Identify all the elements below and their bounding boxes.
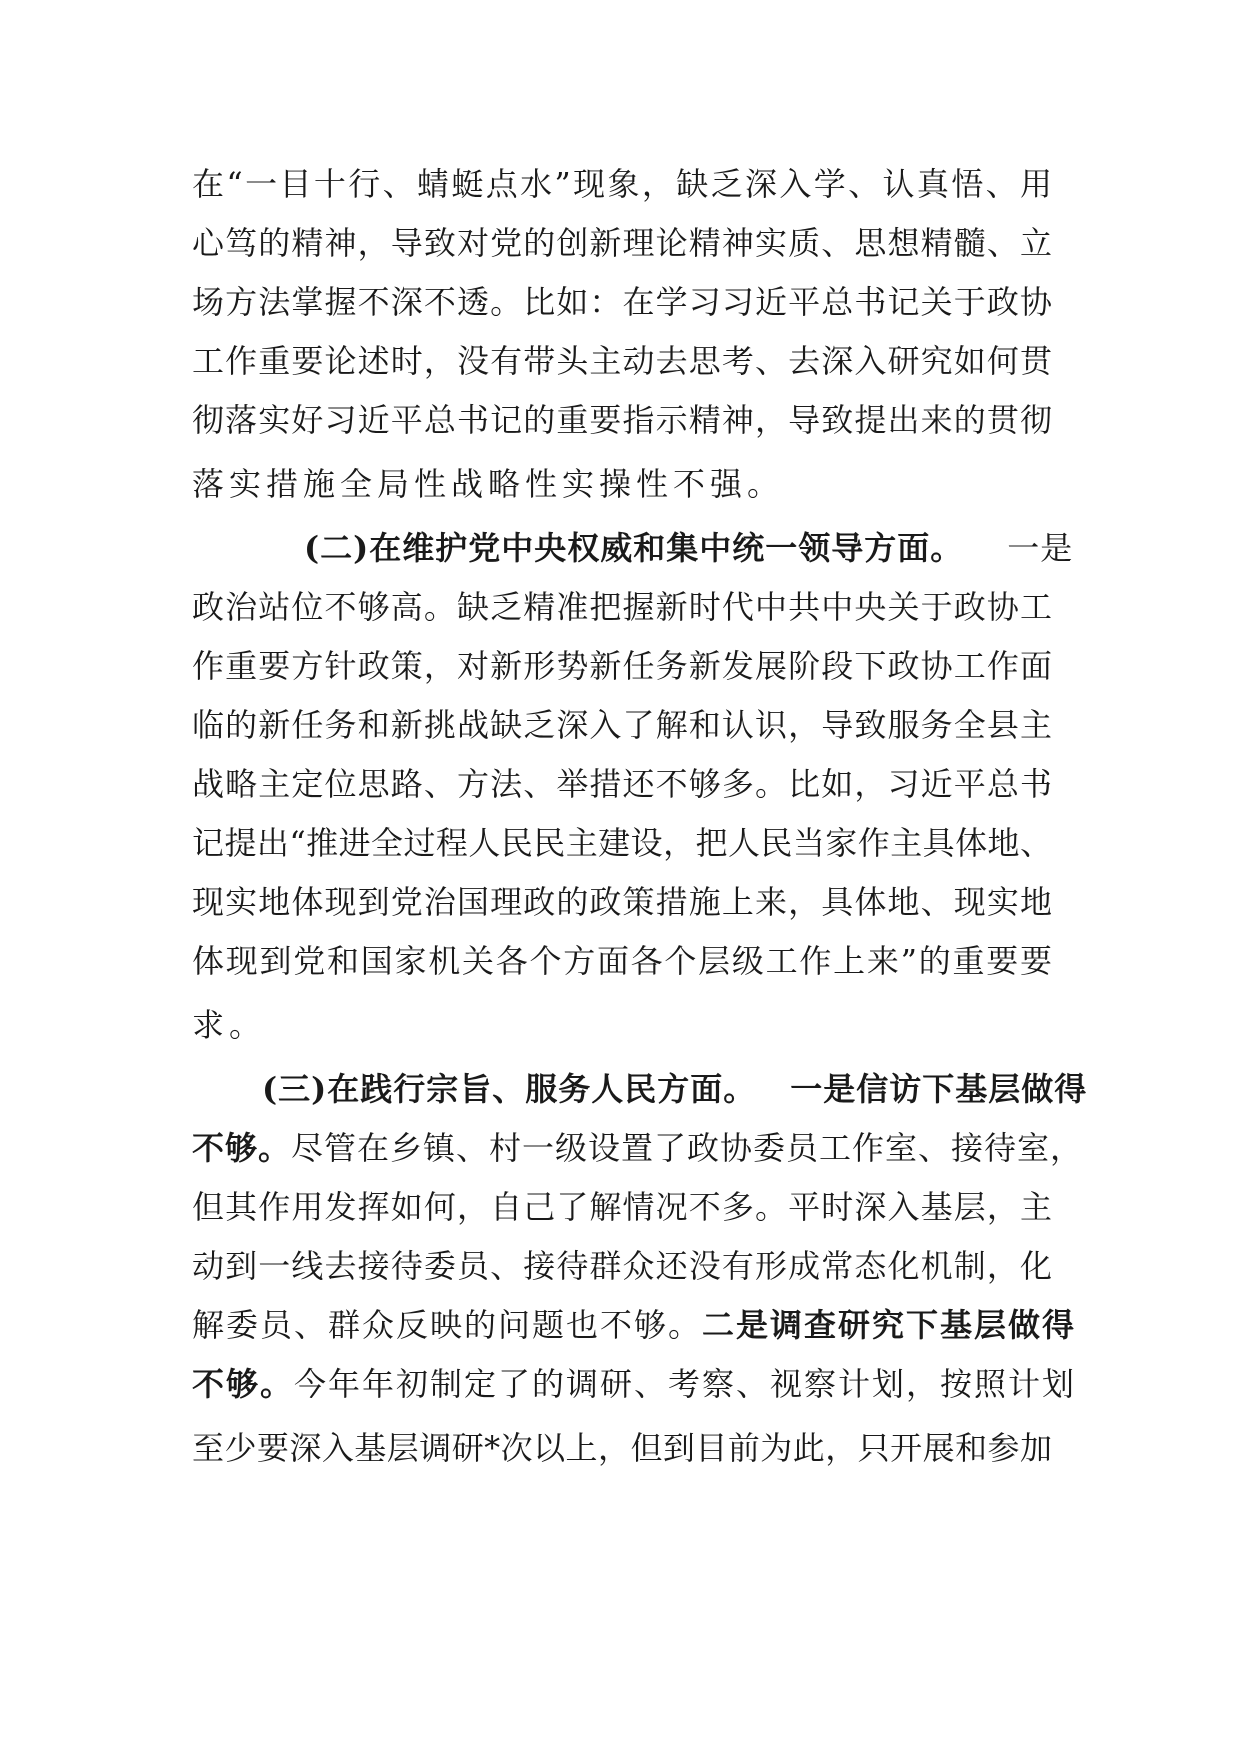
para2-line-9: 求。 [192, 1006, 267, 1044]
para2-line-2: 政治站位不够高。缺乏精准把握新时代中共中央关于政协工 [192, 588, 1052, 626]
para2-line-1 [304, 528, 1074, 568]
para1-line-6: 落实措施全局性战略性实操性不强。 [192, 465, 785, 503]
para3-line-6-bold: 不够。 [192, 1365, 295, 1403]
section-heading-2: (二)在维护党中央权威和集中统一领导方面。 [304, 529, 964, 567]
para3-line-5-rest: 解委员、群众反映的问题也不够。 [192, 1306, 703, 1344]
para3-line-7: 至少要深入基层调研*次以上，但到目前为此，只开展和参加 [192, 1429, 1052, 1467]
para3-line-5-bold: 二是调查研究下基层做得 [702, 1306, 1077, 1344]
para2-line-5: 战略主定位思路、方法、举措还不够多。比如，习近平总书 [192, 765, 1052, 803]
para2-line-8: 体现到党和国家机关各个方面各个层级工作上来”的重要要 [192, 942, 1052, 980]
para3-line-4: 动到一线去接待委员、接待群众还没有形成常态化机制，化 [192, 1247, 1052, 1285]
para3-line-2-rest: 尽管在乡镇、村一级设置了政协委员工作室、接待室， [291, 1129, 1084, 1167]
para1-line-1: 在“一目十行、蜻蜓点水”现象，缺乏深入学、认真悟、用 [192, 165, 1052, 203]
para2-line-4: 临的新任务和新挑战缺乏深入了解和认识，导致服务全县主 [192, 706, 1052, 744]
para3-line-2 [192, 1128, 1084, 1168]
para3-line-5 [192, 1305, 1077, 1345]
para3-line-2-bold: 不够。 [192, 1129, 292, 1167]
para2-line-6: 记提出“推进全过程人民民主建设，把人民当家作主具体地、 [192, 824, 1052, 862]
para3-line-1-bold: 一是信访下基层做得 [790, 1070, 1088, 1108]
para2-line-7: 现实地体现到党治国理政的政策措施上来，具体地、现实地 [192, 883, 1052, 921]
para2-line-1-rest: 一是 [1007, 529, 1074, 567]
para2-line-3: 作重要方针政策，对新形势新任务新发展阶段下政协工作面 [192, 647, 1052, 685]
para3-line-1 [262, 1069, 1088, 1109]
para1-line-3: 场方法掌握不深不透。比如：在学习习近平总书记关于政协 [192, 283, 1052, 321]
para1-line-5: 彻落实好习近平总书记的重要指示精神，导致提出来的贯彻 [192, 401, 1052, 439]
para3-line-6-rest: 今年年初制定了的调研、考察、视察计划，按照计划 [294, 1365, 1077, 1403]
section-heading-3: (三)在践行宗旨、服务人民方面。 [262, 1070, 757, 1108]
para1-line-2: 心笃的精神，导致对党的创新理论精神实质、思想精髓、立 [192, 224, 1052, 262]
para3-line-6 [192, 1364, 1077, 1404]
para1-line-4: 工作重要论述时，没有带头主动去思考、去深入研究如何贯 [192, 342, 1052, 380]
para3-line-3: 但其作用发挥如何，自己了解情况不多。平时深入基层，主 [192, 1188, 1052, 1226]
